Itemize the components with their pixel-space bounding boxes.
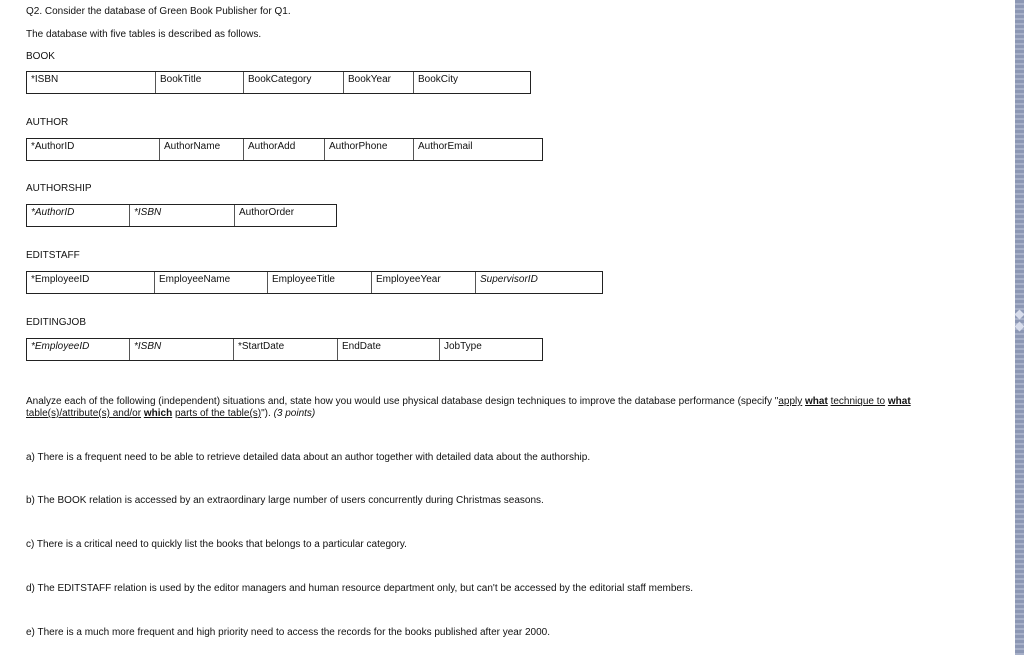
instruction-table-attr: table(s)/attribute(s) and/or <box>26 408 142 419</box>
editstaff-col-employeeyear: EmployeeYear <box>371 272 475 293</box>
authorship-table <box>26 204 337 227</box>
book-col-booktitle: BookTitle <box>155 72 243 93</box>
editstaff-table-name: EDITSTAFF <box>26 250 80 261</box>
book-col-isbn: *ISBN <box>31 74 59 85</box>
scroll-down-icon[interactable] <box>1015 322 1024 332</box>
scroll-up-icon[interactable] <box>1015 310 1024 320</box>
instruction-parts: parts of the table(s) <box>174 408 262 419</box>
instruction-what1: what <box>805 396 828 407</box>
instruction-what2: what <box>887 396 911 407</box>
editingjob-col-employeeid: *EmployeeID <box>31 341 90 352</box>
question-b: b) The BOOK relation is accessed by an extraordinary large number of users concurrently during Christmas seasons. <box>26 495 544 506</box>
instruction-technique-to: technique to <box>830 396 886 407</box>
author-col-authoradd: AuthorAdd <box>243 139 324 160</box>
editingjob-col-enddate: EndDate <box>337 339 439 360</box>
authorship-col-isbn: *ISBN <box>129 205 234 226</box>
instruction-which: which <box>143 408 173 419</box>
question-e: e) There is a much more frequent and high priority need to access the records for the books published after year 2000. <box>26 627 550 638</box>
author-col-authorname: AuthorName <box>159 139 243 160</box>
author-table <box>26 138 543 161</box>
authorship-table-name: AUTHORSHIP <box>26 183 92 194</box>
book-col-bookyear: BookYear <box>343 72 413 93</box>
editstaff-col-supervisorid: SupervisorID <box>475 272 602 293</box>
author-col-authorphone: AuthorPhone <box>324 139 413 160</box>
question-a: a) There is a frequent need to be able to retrieve detailed data about an author together with detailed data about the authorship. <box>26 452 591 463</box>
editstaff-col-employeetitle: EmployeeTitle <box>267 272 371 293</box>
question-heading: Q2. Consider the database of Green Book Publisher for Q1. <box>26 6 291 17</box>
intro-text: The database with five tables is described as follows. <box>26 29 262 40</box>
editstaff-table <box>26 271 603 294</box>
book-table-name: BOOK <box>26 51 55 62</box>
instruction-apply: apply <box>778 396 803 407</box>
question-d: d) The EDITSTAFF relation is used by the editor managers and human resource department only, but can't be accessed by the editorial staff members. <box>26 583 694 594</box>
instruction-close: "). <box>261 408 271 419</box>
editingjob-col-startdate: *StartDate <box>233 339 337 360</box>
instruction-paragraph <box>26 396 916 420</box>
editingjob-table-name: EDITINGJOB <box>26 317 87 328</box>
vertical-scrollbar[interactable] <box>1015 0 1024 655</box>
editingjob-table <box>26 338 543 361</box>
editingjob-col-isbn: *ISBN <box>129 339 233 360</box>
instruction-points: (3 points) <box>273 408 316 419</box>
editstaff-col-employeename: EmployeeName <box>154 272 267 293</box>
book-table <box>26 71 531 94</box>
editingjob-col-jobtype: JobType <box>439 339 542 360</box>
author-table-name: AUTHOR <box>26 117 69 128</box>
authorship-col-authororder: AuthorOrder <box>234 205 336 226</box>
book-col-bookcategory: BookCategory <box>243 72 343 93</box>
author-col-authorid: *AuthorID <box>31 141 75 152</box>
question-c: c) There is a critical need to quickly list the books that belongs to a particular category. <box>26 539 407 550</box>
instruction-part1: Analyze each of the following (independent) situations and, state how you would use physical database design techniques to improve the database performance (specify " <box>26 396 779 407</box>
book-col-bookcity: BookCity <box>413 72 530 93</box>
authorship-col-authorid: *AuthorID <box>31 207 75 218</box>
editstaff-col-employeeid: *EmployeeID <box>31 274 90 285</box>
author-col-authoremail: AuthorEmail <box>413 139 542 160</box>
